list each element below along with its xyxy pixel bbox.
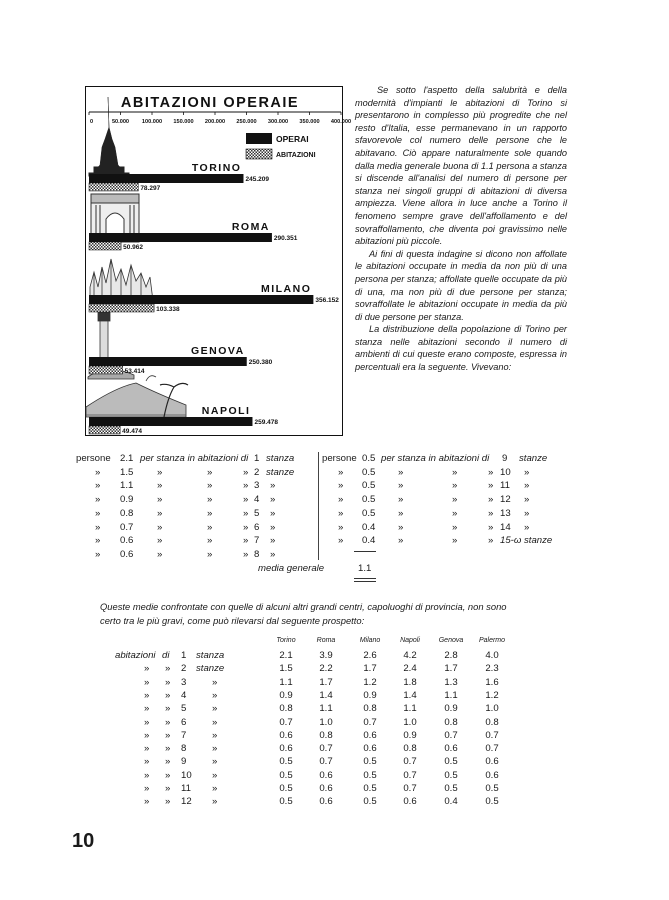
ditto-mark: » (165, 676, 171, 688)
table-cell: 1.1 (403, 703, 417, 715)
persone-value: 0.5 (362, 453, 376, 464)
chart-canvas (86, 87, 352, 437)
ditto-mark: » (338, 521, 344, 533)
room-count: 7 (181, 729, 187, 741)
abitazioni-word: abitazioni (115, 650, 156, 661)
table-row (0, 493, 669, 507)
table-cell: 2.8 (444, 650, 458, 661)
ditto-mark: » (144, 729, 150, 741)
ditto-mark: » (452, 466, 458, 478)
ditto-mark: » (207, 521, 213, 533)
room-count: 2 (254, 466, 260, 478)
comparison-line-1: Queste medie confrontate con quelle di alcuni altri grandi centri, capoluoghi di provincia, non sono (100, 601, 507, 612)
ditto-mark: » (212, 703, 218, 715)
table-cell: 0.8 (319, 729, 333, 741)
ditto-mark: » (398, 521, 404, 533)
table-cell: 1.7 (444, 663, 458, 675)
table-cell: 0.8 (279, 703, 293, 715)
ditto-mark: » (243, 466, 249, 478)
table-cell: 0.6 (319, 796, 333, 808)
ditto-mark: » (243, 507, 249, 519)
room-count: 10 (181, 769, 192, 781)
ditto-mark: » (243, 548, 249, 560)
city-label-roma: ROMA (231, 221, 270, 233)
persone-value: 0.4 (362, 535, 376, 547)
bar-abitazioni-napoli (89, 426, 120, 434)
room-count: 3 (181, 676, 187, 688)
ditto-mark: » (452, 535, 458, 547)
ditto-mark: » (488, 480, 494, 492)
ditto-mark: » (212, 689, 218, 701)
ditto-mark: » (212, 783, 218, 794)
ditto-mark: » (207, 535, 213, 547)
table-cell: 0.5 (279, 756, 293, 768)
table-row (0, 479, 669, 493)
ditto-mark: » (95, 480, 101, 492)
bar-abitazioni-milano (89, 304, 154, 312)
room-count: 5 (181, 703, 187, 715)
table-cell: 0.5 (279, 783, 293, 794)
ditto-mark: » (243, 480, 249, 492)
bar-operai-label: 259.478 (254, 419, 278, 426)
axis-tick-label: 150.000 (173, 119, 194, 125)
ditto-mark: » (157, 480, 163, 492)
mid-text: per stanza in abitazioni di (381, 453, 490, 464)
room-count: 8 (181, 743, 187, 755)
ditto-mark: » (157, 548, 163, 560)
room-count: 9 (181, 756, 187, 768)
column-header-palermo: Palermo (478, 637, 506, 644)
legend-label-abitazioni: ABITAZIONI (276, 152, 316, 159)
ditto-mark: » (144, 716, 150, 728)
ditto-mark: » (452, 494, 458, 506)
table-cell: 1.4 (319, 689, 333, 701)
media-generale-value: 1.1 (358, 563, 372, 574)
ditto-mark: » (95, 535, 101, 547)
bar-abitazioni-label: 50.962 (123, 244, 143, 251)
persone-value: 0.6 (120, 535, 134, 547)
table-cell: 0.7 (403, 756, 417, 768)
table-cell: 2.2 (319, 663, 333, 675)
legend-label-operai: OPERAI (276, 134, 309, 144)
persone-value: 0.5 (362, 507, 376, 519)
ditto-mark: » (165, 743, 171, 755)
ditto-mark: » (338, 466, 344, 478)
table-cell: 0.9 (444, 703, 458, 715)
ditto-mark: » (488, 494, 494, 506)
ditto-mark: » (212, 756, 218, 768)
comparison-paragraph (100, 600, 562, 627)
table-cell: 1.1 (444, 689, 458, 701)
page-number: 10 (72, 830, 95, 852)
room-count: 12 (181, 796, 192, 808)
room-count: 6 (181, 716, 187, 728)
table-cell: 0.7 (403, 769, 417, 781)
ditto-mark: » (270, 548, 276, 560)
city-label-napoli: NAPOLI (201, 405, 251, 417)
ditto-mark: » (243, 521, 249, 533)
table-cell: 4.0 (485, 650, 499, 661)
room-count: 3 (254, 480, 260, 492)
omega-stanze: 15-ω stanze (500, 535, 553, 547)
ditto-mark: » (165, 796, 171, 808)
bar-abitazioni-label: 49.474 (122, 428, 143, 435)
table-row (0, 507, 669, 521)
ditto-mark: » (524, 507, 530, 519)
ditto-mark: » (398, 466, 404, 478)
bar-abitazioni-label: 103.338 (156, 306, 180, 313)
ditto-mark: » (524, 466, 530, 478)
room-count: 6 (254, 521, 260, 533)
comparison-line-2: certo tra le più gravi, come può rilevarsi dal seguente prospetto: (100, 614, 365, 626)
ditto-mark: » (165, 703, 171, 715)
ditto-mark: » (488, 466, 494, 478)
persone-value: 0.4 (362, 521, 376, 533)
persone-value: 1.5 (120, 466, 134, 478)
ditto-mark: » (270, 507, 276, 519)
ditto-mark: » (212, 796, 218, 808)
table-cell: 4.2 (403, 650, 417, 661)
axis-tick-label: 400.000 (330, 119, 352, 125)
table-cell: 1.2 (363, 676, 377, 688)
ditto-mark: » (488, 521, 494, 533)
ditto-mark: » (165, 783, 171, 794)
table-cell: 1.2 (485, 689, 499, 701)
bar-abitazioni-label: 53.414 (124, 368, 145, 375)
table-cell: 0.5 (363, 796, 377, 808)
table-cell: 1.8 (403, 676, 417, 688)
room-count: 13 (500, 507, 511, 519)
table-cell: 2.6 (363, 650, 377, 661)
table-cell: 0.7 (485, 729, 499, 741)
column-header-genova: Genova (438, 637, 464, 644)
persone-value: 0.8 (120, 507, 134, 519)
axis-tick-label: 50.000 (111, 119, 130, 125)
bar-operai-napoli (89, 417, 252, 426)
table-cell: 2.4 (403, 663, 417, 675)
ditto-mark: » (270, 521, 276, 533)
table-cell: 1.3 (444, 676, 458, 688)
double-rule-top (354, 578, 376, 579)
bar-chart-abitazioni-operaie (85, 86, 352, 436)
table-cell: 1.4 (403, 689, 417, 701)
room-count: 1 (254, 453, 260, 464)
bar-operai-label: 290.351 (273, 235, 298, 242)
double-rule-bottom (354, 581, 376, 582)
table-cell: 0.7 (279, 716, 293, 728)
room-count: 5 (254, 507, 260, 519)
media-generale-label: media generale (258, 563, 325, 574)
table-cell: 0.6 (319, 769, 333, 781)
column-header-torino: Torino (276, 637, 296, 644)
table-cell: 0.5 (279, 796, 293, 808)
ditto-mark: » (144, 769, 150, 781)
ditto-mark: » (165, 689, 171, 701)
table-cell: 1.1 (319, 703, 333, 715)
bar-operai-label: 245.209 (245, 176, 269, 183)
table-cell: 3.9 (319, 650, 333, 661)
table-cell: 1.5 (279, 663, 293, 675)
ditto-mark: » (338, 507, 344, 519)
table-cell: 0.6 (363, 743, 377, 755)
ditto-mark: » (157, 535, 163, 547)
table-cell: 0.8 (444, 716, 458, 728)
table-cell: 1.7 (319, 676, 333, 688)
ditto-mark: » (165, 769, 171, 781)
bar-abitazioni-roma (89, 242, 121, 250)
intro-paragraph-1: Se sotto l'aspetto della salubrità e della modernità d'impianti le abitazioni di Torino si presentarono in complesso più progredite che nel resto d'Italia, esse permanevano in un rapporto sfavorevole col numero delle persone che le abitavano. Ciò appare naturalmente sole quando dalla media generale buona di 1.1 persona a stanza si discende all'analisi del numero di persone per stanza nei singoli gruppi di abitazioni di diversa ampiezza. Viene allora in luce anche a Torino il fenomeno sempre grave dell'affollamento e del sovraffollamento, che diventa poi gravissimo nelle abitazioni più piccole. (355, 85, 567, 247)
table-cell: 0.7 (403, 783, 417, 794)
bar-abitazioni-label: 78.297 (140, 185, 161, 192)
bar-abitazioni-genova (89, 366, 123, 374)
table-cell: 0.8 (485, 716, 499, 728)
table-cell: 0.5 (363, 756, 377, 768)
table-row (0, 534, 669, 548)
ditto-mark: » (398, 480, 404, 492)
ditto-mark: » (338, 535, 344, 547)
axis-tick-label: 200.000 (204, 119, 226, 125)
ditto-mark: » (95, 521, 101, 533)
table-cell: 0.8 (363, 703, 377, 715)
ditto-mark: » (95, 494, 101, 506)
ditto-mark: » (212, 676, 218, 688)
stanze-word: stanze (519, 453, 548, 464)
room-count: 4 (181, 689, 187, 701)
persone-value: 0.9 (120, 494, 134, 506)
city-label-milano: MILANO (260, 283, 312, 295)
ditto-mark: » (165, 756, 171, 768)
table-cell: 0.7 (363, 716, 377, 728)
ditto-mark: » (488, 507, 494, 519)
table-cell: 0.5 (485, 796, 499, 808)
axis-tick-label: 100.000 (141, 119, 163, 125)
table-cell: 0.5 (279, 769, 293, 781)
room-count: 12 (500, 494, 511, 506)
ditto-mark: » (398, 535, 404, 547)
bar-operai-roma (89, 233, 272, 242)
ditto-mark: » (243, 494, 249, 506)
table-cell: 0.6 (279, 729, 293, 741)
table-cell: 0.4 (444, 796, 458, 808)
room-count: 4 (254, 494, 260, 506)
ditto-mark: » (212, 769, 218, 781)
room-count: 14 (500, 521, 511, 533)
ditto-mark: » (144, 743, 150, 755)
bar-operai-genova (89, 357, 247, 366)
ditto-mark: » (144, 796, 150, 808)
ditto-mark: » (270, 535, 276, 547)
ditto-mark: » (524, 494, 530, 506)
bar-operai-label: 250.380 (248, 359, 273, 366)
table-cell: 0.5 (363, 783, 377, 794)
city-label-genova: GENOVA (191, 345, 245, 357)
table-divider (318, 452, 319, 560)
axis-tick-label: 250.000 (236, 119, 257, 125)
legend-swatch-abitazioni (246, 149, 272, 159)
chart-title: ABITAZIONI OPERAIE (120, 95, 300, 111)
ditto-mark: » (144, 783, 150, 794)
ditto-mark: » (144, 663, 150, 675)
table-cell: 0.5 (444, 756, 458, 768)
stanze-word: stanze (196, 663, 225, 675)
axis-tick-label: 0 (90, 119, 94, 125)
bar-operai-torino (89, 174, 243, 183)
table-cell: 1.0 (319, 716, 333, 728)
ditto-mark: » (207, 480, 213, 492)
table-cell: 0.6 (444, 743, 458, 755)
ditto-mark: » (488, 535, 494, 547)
stanze-word: stanze (266, 466, 295, 478)
intro-paragraph-3: La distribuzione della popolazione di Torino per stanza nelle abitazioni secondo il numero di ambienti di cui queste erano composte, espressa in percentuali era la seguente. Vivevano: (355, 324, 567, 373)
table-cell: 1.1 (279, 676, 293, 688)
ditto-mark: » (165, 716, 171, 728)
room-count: 8 (254, 548, 260, 560)
persone-value: 0.6 (120, 548, 134, 560)
table-cell: 0.5 (444, 783, 458, 794)
ditto-mark: » (212, 729, 218, 741)
ditto-mark: » (212, 716, 218, 728)
ditto-mark: » (338, 494, 344, 506)
table-cell: 1.0 (403, 716, 417, 728)
legend-swatch-operai (246, 133, 272, 144)
room-count: 11 (500, 480, 510, 492)
ditto-mark: » (95, 466, 101, 478)
ditto-mark: » (157, 494, 163, 506)
table-cell: 0.9 (363, 689, 377, 701)
intro-text (355, 84, 567, 374)
table-cell: 1.7 (363, 663, 377, 675)
table-cell: 2.1 (279, 650, 293, 661)
bar-abitazioni-torino (89, 183, 138, 191)
axis-tick-label: 350.000 (299, 119, 320, 125)
ditto-mark: » (157, 507, 163, 519)
persone-value: 0.7 (120, 521, 134, 533)
persone-value: 0.5 (362, 494, 376, 506)
persone-word: persone (322, 453, 357, 464)
persone-word: persone (76, 453, 111, 464)
table-cell: 0.7 (444, 729, 458, 741)
bar-operai-milano (89, 295, 313, 304)
ditto-mark: » (144, 756, 150, 768)
table-row (0, 466, 669, 480)
ditto-mark: » (95, 548, 101, 560)
room-count: 1 (181, 650, 187, 661)
room-count: 9 (502, 453, 508, 464)
table-cell: 0.6 (485, 756, 499, 768)
persone-value: 1.1 (120, 480, 134, 492)
intro-paragraph-2: Ai fini di questa indagine si dicono non affollate le abitazioni occupate in media da non più di una persona per stanza; affollate quelle occupate da più di una, ma non più di due persone per stanza; sovraffollate le abitazioni occupate in media da più di due persone per stanza. (355, 248, 567, 322)
bar-operai-label: 356.152 (315, 297, 339, 304)
table-cell: 0.7 (319, 743, 333, 755)
ditto-mark: » (144, 703, 150, 715)
table-cell: 0.6 (319, 783, 333, 794)
ditto-mark: » (144, 689, 150, 701)
ditto-mark: » (95, 507, 101, 519)
stanza-word: stanza (196, 650, 225, 661)
table-cell: 0.5 (363, 769, 377, 781)
column-header-milano: Milano (359, 637, 381, 644)
persone-value: 0.5 (362, 480, 376, 492)
room-count: 7 (254, 535, 260, 547)
ditto-mark: » (165, 663, 171, 675)
ditto-mark: » (338, 480, 344, 492)
table-cell: 0.5 (485, 783, 499, 794)
city-label-torino: TORINO (191, 162, 242, 174)
ditto-mark: » (243, 535, 249, 547)
table-cell: 0.6 (485, 769, 499, 781)
ditto-mark: » (452, 507, 458, 519)
stanza-word: stanza (266, 453, 295, 464)
ditto-mark: » (452, 480, 458, 492)
table-cell: 2.3 (485, 663, 499, 675)
room-count: 2 (181, 663, 187, 675)
ditto-mark: » (207, 548, 213, 560)
ditto-mark: » (398, 507, 404, 519)
table-cell: 0.8 (403, 743, 417, 755)
ditto-mark: » (207, 494, 213, 506)
table-cell: 0.7 (319, 756, 333, 768)
table-cell: 0.9 (403, 729, 417, 741)
room-count: 11 (181, 783, 191, 794)
table-row (0, 521, 669, 535)
table-cell: 0.6 (279, 743, 293, 755)
axis-tick-label: 300.000 (267, 119, 289, 125)
table-cell: 0.9 (279, 689, 293, 701)
table-cell: 1.6 (485, 676, 499, 688)
ditto-mark: » (452, 521, 458, 533)
ditto-mark: » (165, 729, 171, 741)
ditto-mark: » (270, 494, 276, 506)
ditto-mark: » (207, 507, 213, 519)
table-cell: 0.6 (403, 796, 417, 808)
ditto-mark: » (144, 676, 150, 688)
ditto-mark: » (524, 521, 530, 533)
table-row (0, 548, 669, 562)
table-row (0, 562, 669, 576)
ditto-mark: » (398, 494, 404, 506)
column-header-napoli: Napoli (400, 637, 420, 644)
column-header-roma: Roma (316, 637, 336, 644)
ditto-mark: » (157, 466, 163, 478)
table-cell: 0.6 (363, 729, 377, 741)
ditto-mark: » (157, 521, 163, 533)
table-cell: 0.5 (444, 769, 458, 781)
vesuvius-illustration (86, 376, 188, 417)
di-word: di (162, 650, 170, 661)
table-row (0, 452, 669, 466)
table-cell: 1.0 (485, 703, 499, 715)
ditto-mark: » (212, 743, 218, 755)
ditto-mark: » (207, 466, 213, 478)
ditto-mark: » (270, 480, 276, 492)
ditto-mark: » (524, 480, 530, 492)
persone-value: 0.5 (362, 466, 376, 478)
table-cell: 0.7 (485, 743, 499, 755)
room-count: 10 (500, 466, 511, 478)
sum-rule (354, 551, 376, 552)
persone-value: 2.1 (120, 453, 134, 464)
mid-text: per stanza in abitazioni di (140, 453, 249, 464)
